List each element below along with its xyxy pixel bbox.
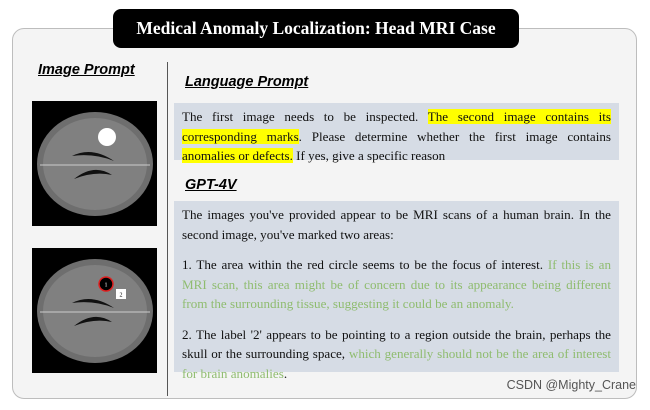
language-prompt-box [174,103,619,163]
gpt4v-heading: GPT-4V [185,177,237,193]
response-paragraph-2 [182,255,611,314]
response-paragraph-1: The images you've provided appear to be MRI scans of a human brain. In the second image, you've marked two areas: [182,207,611,242]
prompt-text: The first image needs to be inspected. [182,109,428,124]
prompt-text: If yes, give a specific reason [292,148,446,163]
response-green-text: If this is an MRI scan, this area might be of concern due to its appearance being different from the surrounding tissue, suggesting it could be an anomaly. [182,257,611,311]
watermark: CSDN @Mighty_Crane [506,378,636,392]
mri-image-original [32,101,157,226]
prompt-text: . Please determine whether the first image contains [298,128,611,144]
prompt-highlight: anomalies or defects. [182,148,293,163]
response-text: 2. The label '2' appears to be pointing to a region outside the brain, perhaps the skull or the surrounding space, [182,326,611,361]
response-text: 1. The area within the red circle seems to be the focus of interest. [182,257,548,272]
marker-label-1: 1 [104,282,108,289]
prompt-highlight: The second image contains its corresponding marks [182,109,611,144]
mri-image-marked [32,248,157,373]
column-divider [167,62,168,396]
marker-label-2: 2 [119,292,123,299]
language-prompt-heading: Language Prompt [185,74,309,90]
gpt4v-response-box [174,201,619,381]
response-green-text: which generally should not be the area of interest for brain anomalies [182,346,611,381]
figure-title: Medical Anomaly Localization: Head MRI Case [113,9,519,48]
image-prompt-heading: Image Prompt [38,62,135,78]
response-text: . [283,365,288,381]
response-paragraph-3 [182,325,611,384]
